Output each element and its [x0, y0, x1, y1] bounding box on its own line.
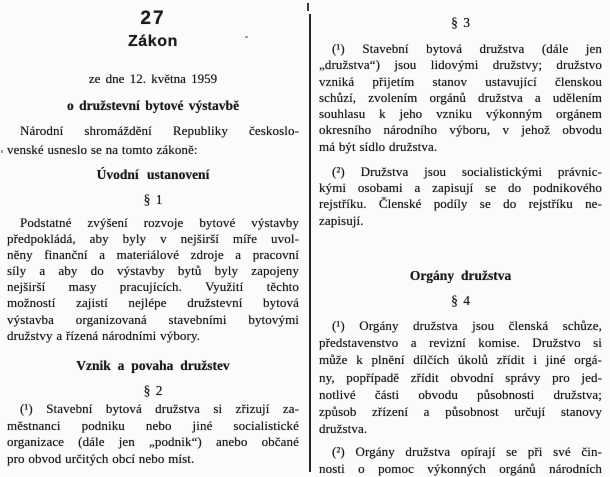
law-number: 27 [140, 8, 166, 29]
column-divider [309, 14, 311, 472]
paragraph-4-sub1-text [319, 317, 602, 437]
scan-artifact-dot [245, 36, 248, 38]
text-line: (¹) Stavební bytová družstva (dále jen [332, 41, 602, 56]
text-line: (¹) Orgány družstva jsou členská schůze, [332, 318, 602, 333]
text-line: družstva. [319, 421, 368, 437]
text-line: zapisují. [319, 212, 364, 228]
text-line: „družstva“) jsou lidovými družstvy; družstvo [319, 57, 602, 73]
paragraph-mark-2: § 2 [143, 383, 163, 398]
paragraph-2-text [7, 401, 299, 467]
paragraph-mark-3: § 3 [451, 15, 470, 30]
text-line: schůzí, zvolením orgánů družstva a udělením [319, 89, 602, 105]
paragraph-3-sub1-text [319, 41, 602, 155]
text-line: pro obvod určitých obcí nebo míst. [7, 450, 195, 466]
text-line: má být sídlo družstva. [319, 138, 438, 154]
text-line: vzniká přijetím stanov ustavující členskou [319, 73, 602, 89]
text-line: předpokládá, aby byly v nejširší míře uvol- [7, 231, 299, 247]
text-line: nejširší masy pracujících. Využití těchto [7, 279, 299, 295]
paragraph-mark-1: § 1 [143, 192, 163, 207]
text-line: může k plnění dílčích úkolů zřídit i jiné orgá- [319, 352, 602, 368]
text-line: ny, popřípadě zřídit obvodní správy pro jed- [319, 369, 602, 385]
organs-heading: Orgány družstva [409, 268, 512, 283]
text-line: městnanci podniku nebo jiné socialistické [7, 417, 299, 433]
text-line: síly a aby do výstavby bytů byly zapojeny [7, 263, 299, 279]
text-line: způsob zřízení a působnost určují stanovy [319, 404, 602, 420]
chapter-heading-vznik: Vznik a povaha družstev [76, 358, 230, 373]
text-line: okresního národního výboru, v jehož obvodu [319, 122, 602, 138]
text-line: (¹) Stavební bytová družstva si zřizují za- [20, 401, 299, 416]
text-line: souhlasu k jeho vzniku výkonným orgánem [319, 106, 602, 122]
text-line: (²) Orgány družstva opírají se při své čin- [332, 444, 602, 459]
paragraph-mark-4: § 4 [451, 293, 470, 308]
law-title: Zákon [127, 33, 179, 50]
text-line: organizace (dále jen „podnik“) anebo občané [7, 434, 299, 450]
text-line: možností zajistí nejlépe družstevní bytová [7, 295, 299, 311]
text-line: rejstříku. Členské podíly se do rejstříku ne- [319, 196, 602, 212]
text-line: kými osobami a zapisují se do podnikového [319, 180, 602, 196]
text-line: notlivé části obvodu působnosti družstva; [319, 386, 602, 402]
text-line: představenstvo a revizní komise. Družstvo si [319, 335, 602, 351]
intro-provisions-heading: Úvodní ustanovení [96, 167, 210, 182]
text-line: družstvy a řízená národními výbory. [7, 327, 201, 343]
paragraph-3-sub2-text [319, 164, 602, 229]
text-line: venské usneslo se na tomto zákoně: [7, 142, 198, 157]
text-line: nosti o pomoc výkonných orgánů národních [319, 461, 602, 476]
preamble-paragraph [7, 121, 299, 159]
text-line: Podstatné zvýšení rozvoje bytové výstavby [20, 215, 299, 230]
subject-line: o družstevní bytové výstavbě [66, 98, 240, 113]
text-line: výstavba organizovaná stavebními bytovými [7, 311, 299, 327]
text-line: něny finanční a materiálové zdroje a pracovní [7, 247, 299, 263]
left-column [7, 0, 299, 472]
scan-artifact-dot [1, 150, 3, 153]
text-line: (²) Družstva jsou socialistickými právnic- [332, 164, 602, 179]
date-line: ze dne 12. května 1959 [88, 71, 218, 86]
right-column [319, 0, 602, 476]
column-divider-tick [307, 3, 309, 11]
text-line: Národní shromáždění Republiky českoslo- [20, 123, 299, 138]
paragraph-1-text [7, 215, 299, 344]
